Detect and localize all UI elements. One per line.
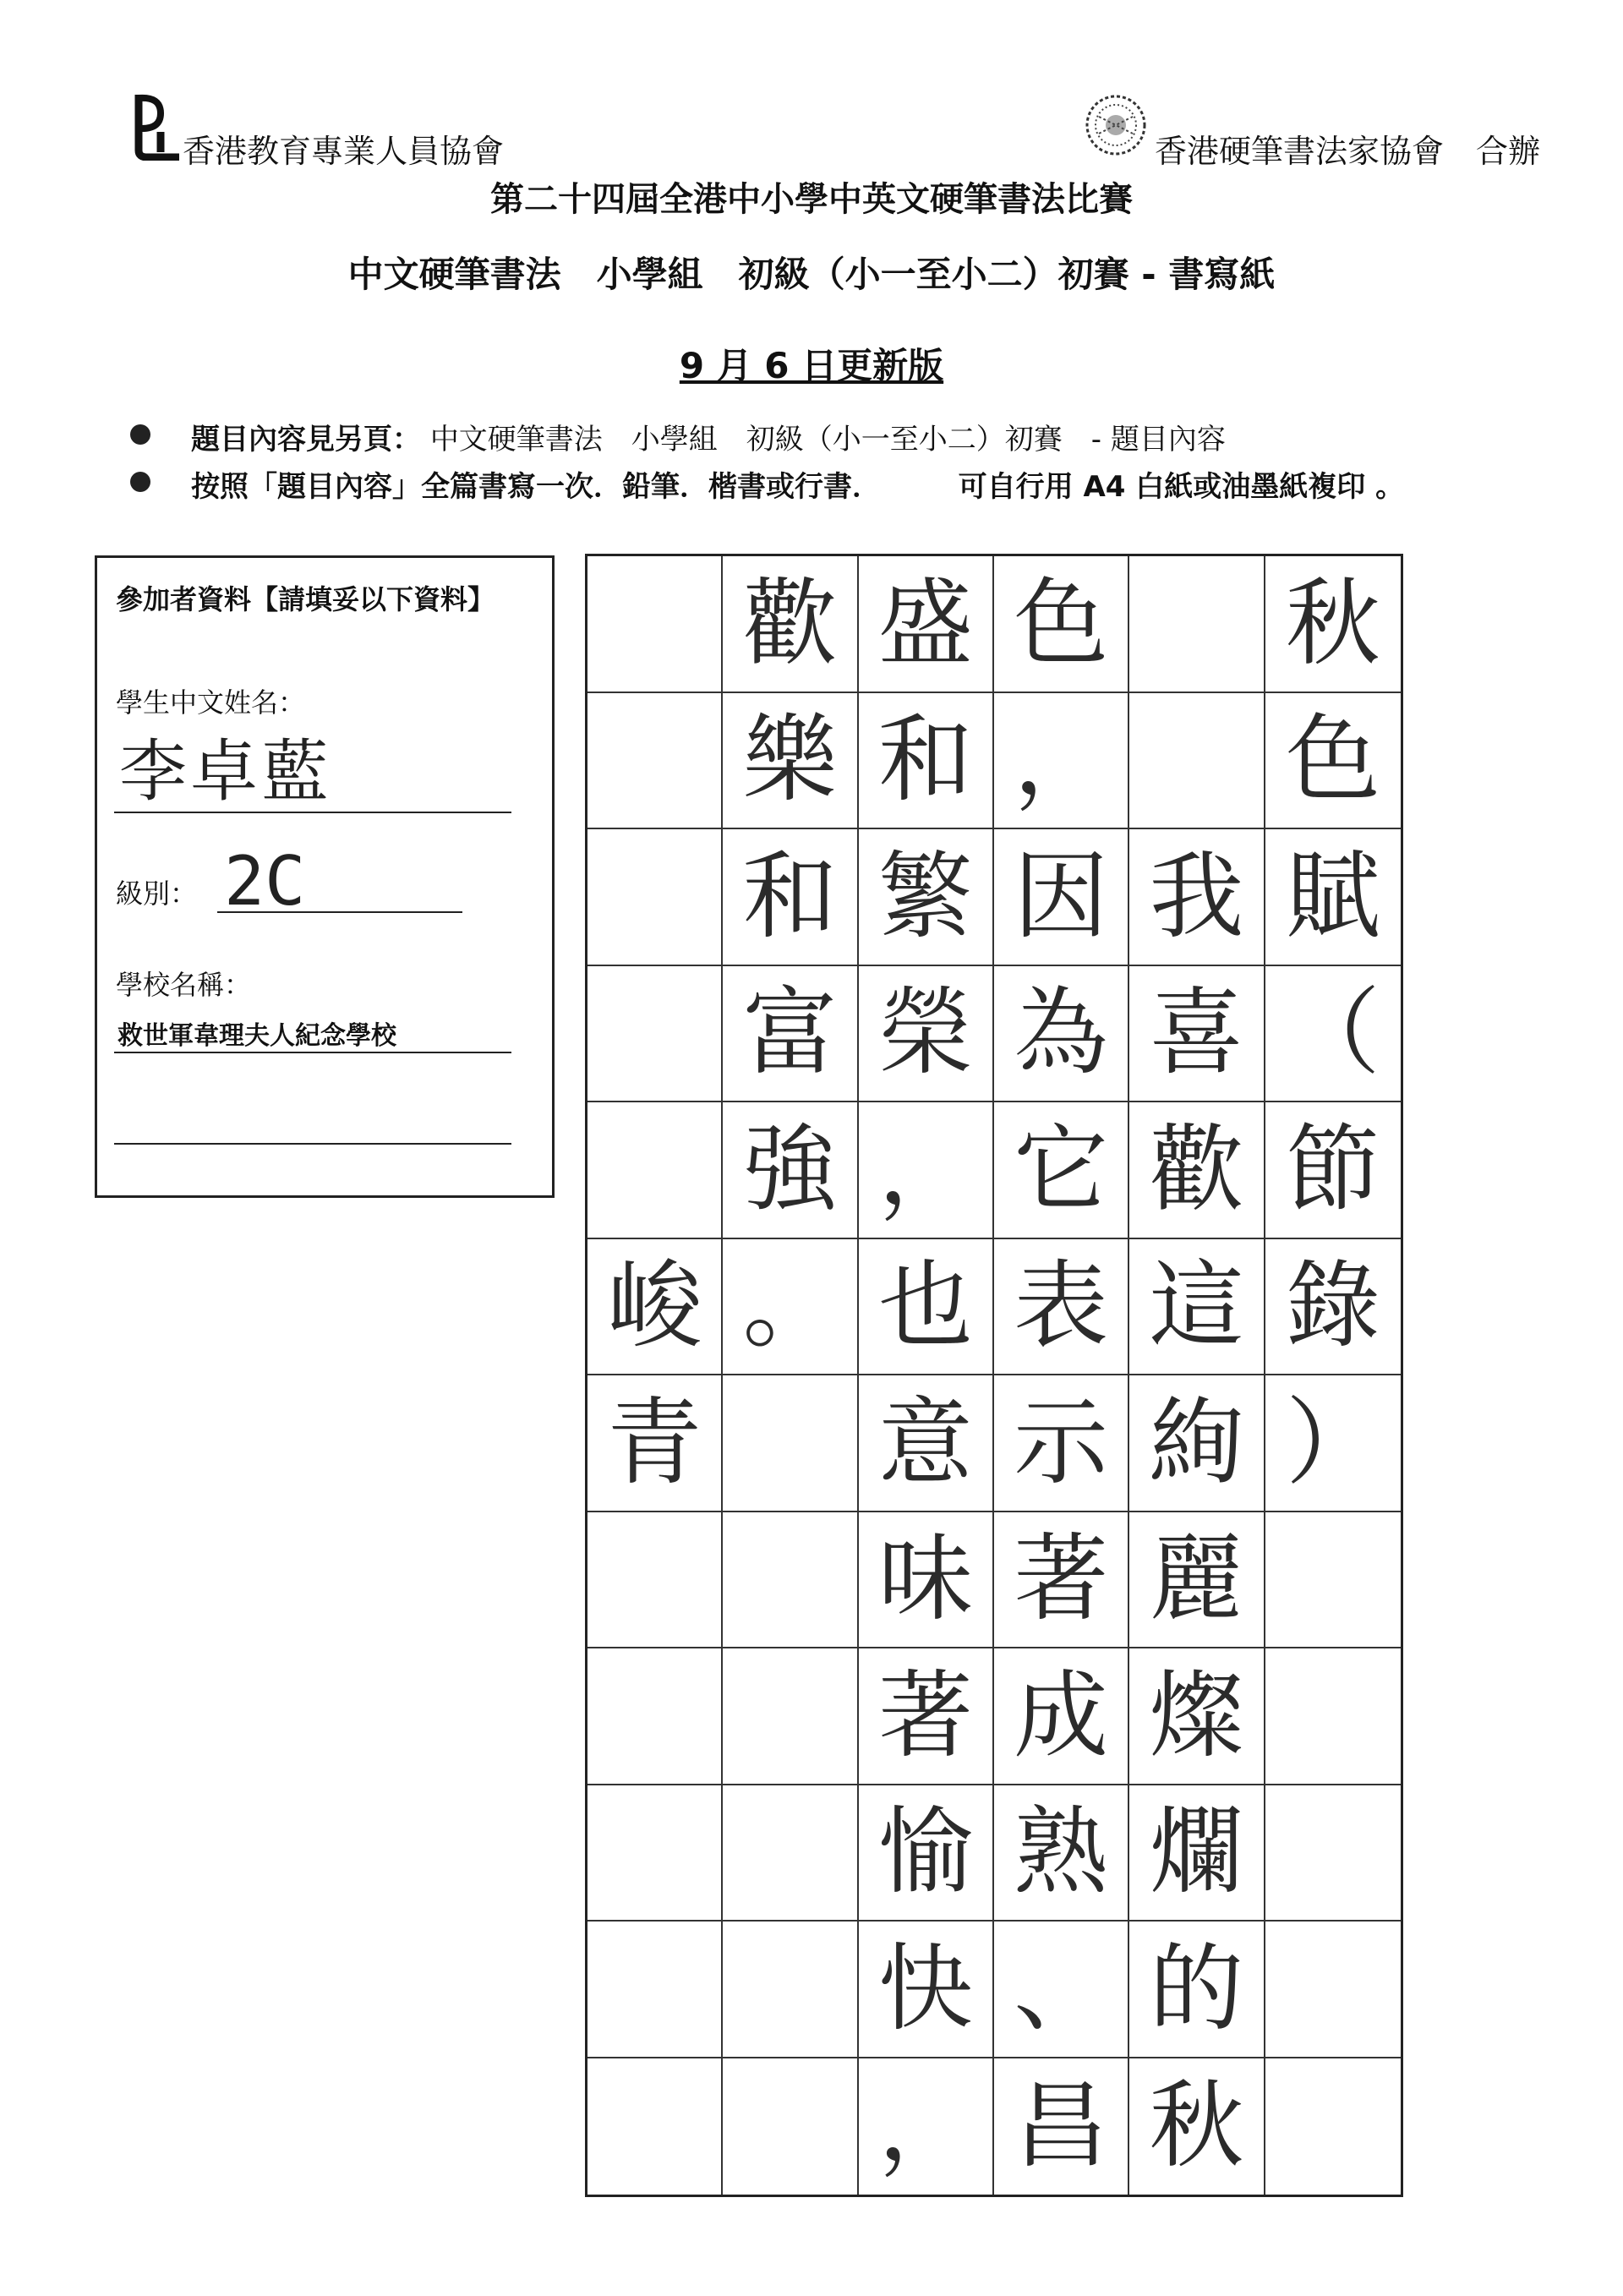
participant-info-heading: 參加者資料【請填妥以下資料】 [116,583,495,615]
grid-cell[interactable]: 它 [994,1102,1129,1239]
grid-cell[interactable]: 意 [859,1375,994,1512]
instruction-1-label: 題目內容見另頁： [191,423,421,456]
grid-cell[interactable]: 和 [723,829,858,966]
grid-cell[interactable] [1129,556,1265,693]
grid-cell[interactable]: 盛 [859,556,994,693]
writing-grid [585,554,1403,2197]
grid-cell[interactable]: ， [859,1102,994,1239]
grid-cell[interactable] [1265,1785,1401,1922]
grid-cell[interactable]: 和 [859,693,994,830]
grid-cell[interactable]: 錄 [1265,1239,1401,1376]
grid-cell[interactable] [1265,2058,1401,2195]
grid-cell[interactable] [587,556,723,693]
organizer-left: 香港教育專業人員協會 [183,133,505,170]
bullet-icon [130,424,150,445]
grid-cell[interactable]: 的 [1129,1922,1265,2058]
grid-cell[interactable]: 也 [859,1239,994,1376]
grid-cell[interactable] [587,1648,723,1785]
grid-cell[interactable]: 著 [859,1648,994,1785]
grid-cell[interactable]: 熟 [994,1785,1129,1922]
grid-cell[interactable]: 青 [587,1375,723,1512]
grid-cell[interactable]: 、 [994,1922,1129,2058]
calligraphy-society-seal-icon [1082,91,1150,159]
grid-cell[interactable]: 節 [1265,1102,1401,1239]
grid-cell[interactable]: 歡 [1129,1102,1265,1239]
student-name-field[interactable]: 李卓藍 [119,732,332,811]
divider [114,1052,511,1053]
grid-cell[interactable]: 味 [859,1512,994,1649]
grid-cell[interactable]: 富 [723,966,858,1103]
grid-cell[interactable]: 表 [994,1239,1129,1376]
divider [114,1143,511,1145]
school-name-field[interactable]: 救世軍韋理夫人紀念學校 [117,1021,396,1051]
grid-cell[interactable]: ） [1265,1375,1401,1512]
grid-cell[interactable] [587,1785,723,1922]
grid-cell[interactable]: 絢 [1129,1375,1265,1512]
version-label: 9 月 6 日更新版 [679,345,944,386]
grid-cell[interactable]: 喜 [1129,966,1265,1103]
grid-cell[interactable]: 爛 [1129,1785,1265,1922]
grid-cell[interactable]: 榮 [859,966,994,1103]
grid-cell[interactable] [587,2058,723,2195]
grid-cell[interactable] [587,1102,723,1239]
grid-cell[interactable]: （ [1265,966,1401,1103]
grid-cell[interactable] [587,1922,723,2058]
grid-cell[interactable]: 繁 [859,829,994,966]
grid-cell[interactable]: 樂 [723,693,858,830]
grid-cell[interactable]: 示 [994,1375,1129,1512]
hkptu-logo-icon [127,91,191,161]
grid-cell[interactable] [1265,1922,1401,2058]
grid-cell[interactable]: 色 [994,556,1129,693]
grid-cell[interactable] [723,1512,858,1649]
grid-cell[interactable]: 我 [1129,829,1265,966]
grid-cell[interactable]: 成 [994,1648,1129,1785]
grid-cell[interactable] [1265,1648,1401,1785]
student-name-label: 學生中文姓名： [116,686,306,719]
grid-cell[interactable] [587,829,723,966]
divider [217,911,462,913]
grid-cell[interactable] [723,2058,858,2195]
grid-cell[interactable] [587,1512,723,1649]
grid-cell[interactable]: 為 [994,966,1129,1103]
grid-cell[interactable]: 。 [723,1239,858,1376]
grid-cell[interactable]: 峻 [587,1239,723,1376]
grid-cell[interactable] [1129,693,1265,830]
participant-info-box [95,555,555,1198]
grid-cell[interactable]: 愉 [859,1785,994,1922]
grid-cell[interactable]: 強 [723,1102,858,1239]
grid-cell[interactable] [587,966,723,1103]
grid-cell[interactable]: 快 [859,1922,994,2058]
class-level-field[interactable]: 2C [224,842,306,921]
grid-cell[interactable] [723,1922,858,2058]
grid-cell[interactable]: 秋 [1265,556,1401,693]
sheet-subtitle: 中文硬筆書法 小學組 初級（小一至小二）初賽 - 書寫紙 [347,254,1276,295]
grid-cell[interactable]: 色 [1265,693,1401,830]
grid-cell[interactable]: ， [859,2058,994,2195]
instruction-1-text: 中文硬筆書法 小學組 初級（小一至小二）初賽 - 題目內容 [429,423,1226,456]
competition-title: 第二十四屆全港中小學中英文硬筆書法比賽 [490,180,1133,219]
grid-cell[interactable] [723,1375,858,1512]
grid-cell[interactable]: 昌 [994,2058,1129,2195]
bullet-icon [130,472,150,492]
grid-cell[interactable]: 麗 [1129,1512,1265,1649]
grid-cell[interactable]: 著 [994,1512,1129,1649]
grid-cell[interactable] [723,1648,858,1785]
grid-cell[interactable] [723,1785,858,1922]
grid-cell[interactable]: 賦 [1265,829,1401,966]
grid-cell[interactable] [587,693,723,830]
grid-cell[interactable]: 燦 [1129,1648,1265,1785]
school-name-label: 學校名稱： [116,969,252,1001]
grid-cell[interactable]: 因 [994,829,1129,966]
instruction-1 [191,416,1226,457]
divider [114,812,511,813]
organizer-right: 香港硬筆書法家協會 合辦 [1155,133,1541,170]
instruction-2-label: 按照「題目內容」全篇書寫一次．鉛筆．楷書或行書． [191,470,881,504]
grid-cell[interactable] [1265,1512,1401,1649]
grid-cell[interactable]: ， [994,693,1129,830]
grid-cell[interactable]: 這 [1129,1239,1265,1376]
grid-cell[interactable]: 歡 [723,556,858,693]
instruction-2 [191,463,1404,505]
instruction-2-text: 可自行用 A4 白紙或油墨紙複印 。 [958,470,1405,504]
class-level-label: 級別： [116,877,198,910]
grid-cell[interactable]: 秋 [1129,2058,1265,2195]
